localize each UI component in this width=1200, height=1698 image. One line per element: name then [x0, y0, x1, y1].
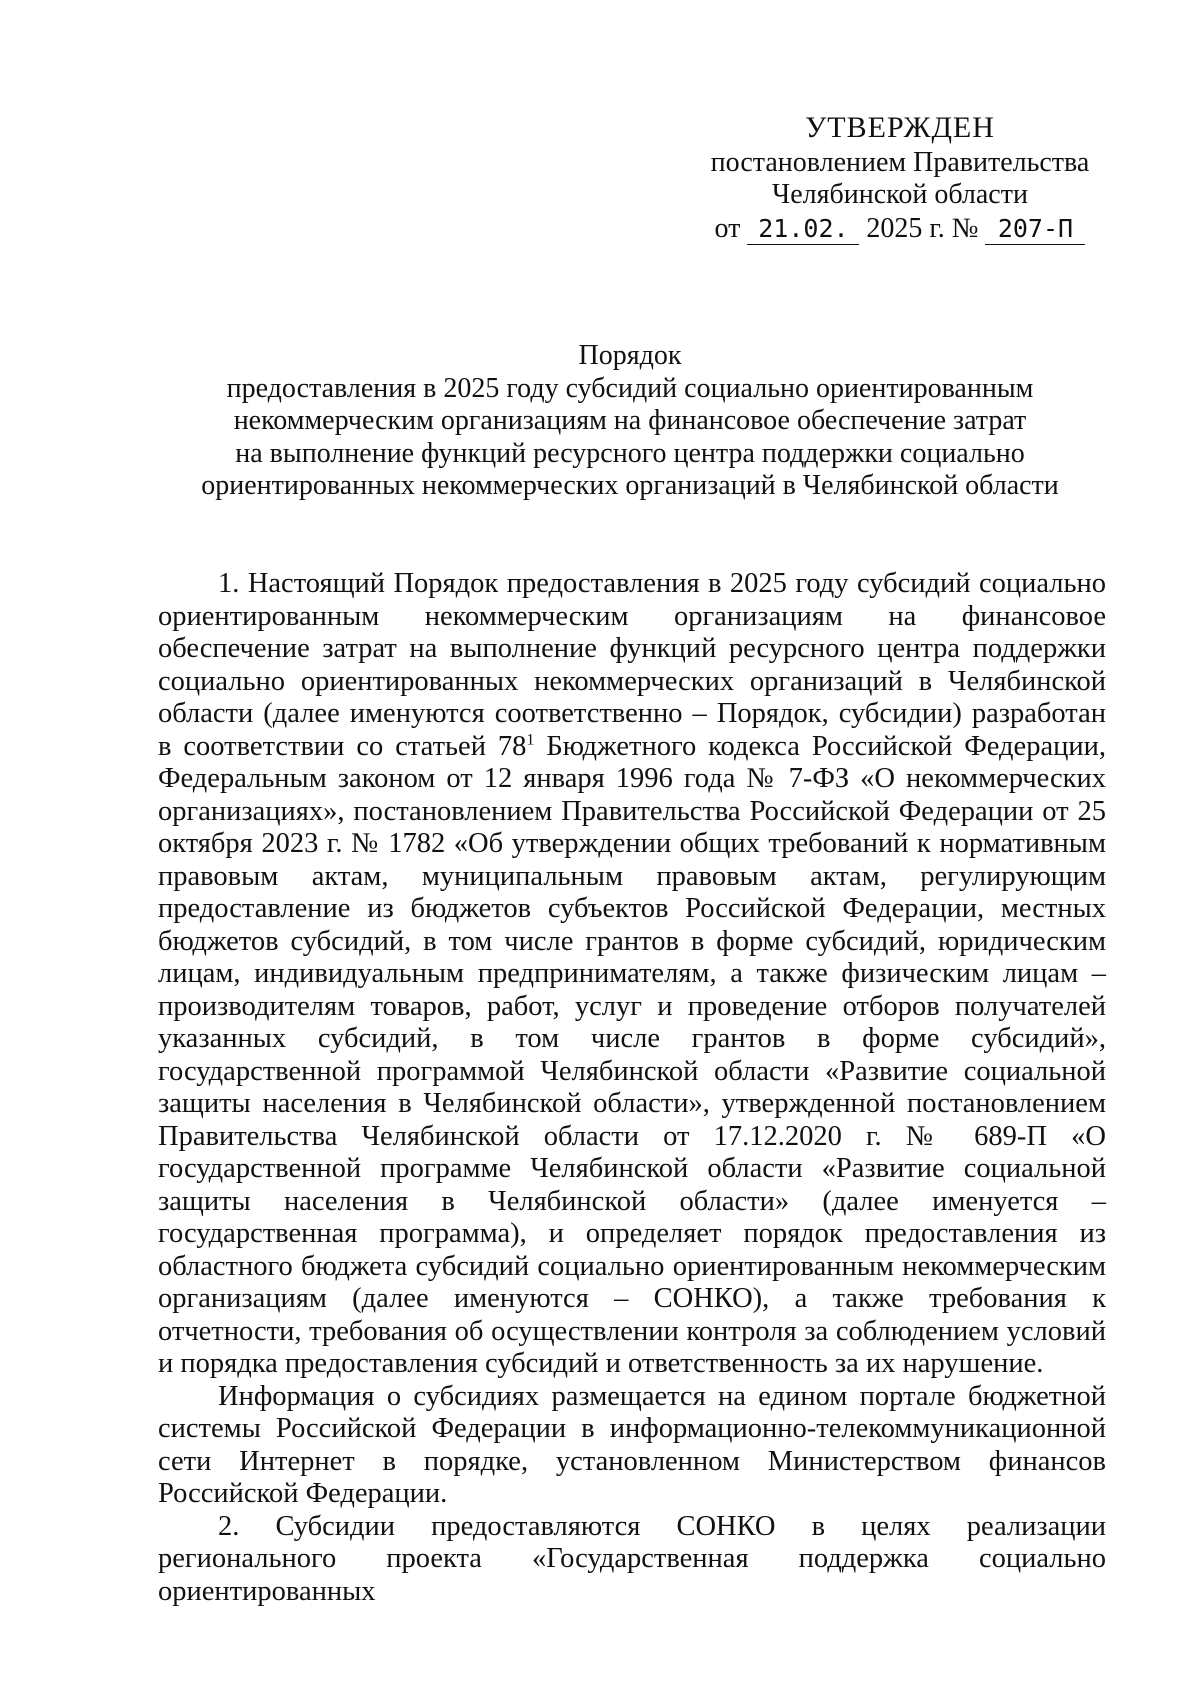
title-heading: Порядок [578, 340, 682, 371]
paragraph-3: 2. Субсидии предоставляются СОНКО в целях реализации регионального проекта «Государственная поддержка социально ориентированных [158, 1510, 1106, 1607]
paragraph-1 [158, 568, 1106, 1381]
approval-line-1: постановлением Правительства [710, 147, 1090, 178]
approval-line-2: Челябинской области [772, 179, 1028, 210]
title-line-4: ориентированных некоммерческих организаций в Челябинской области [201, 470, 1059, 501]
article-superscript: 1 [526, 731, 535, 748]
paragraph-2: Информация о субсидиях размещается на едином портале бюджетной системы Российской Федерации в информационно-телекоммуникационной сети Интернет в порядке, установленном Министерством финансов Российской Федерации. [158, 1380, 1106, 1509]
year-text: 2025 г. № [866, 213, 979, 244]
title-line-2: некоммерческим организациям на финансовое обеспечение затрат [233, 405, 1027, 436]
document-body [158, 568, 1106, 1608]
resolution-number: 207-П [985, 214, 1085, 245]
approval-title: УТВЕРЖДЕН [805, 111, 995, 144]
title-line-1: предоставления в 2025 году субсидий социально ориентированным [226, 372, 1034, 404]
approval-stamp [700, 112, 1100, 245]
date-value: 21.02. [747, 214, 859, 245]
paragraph-1-text-a: 1. Настоящий Порядок предоставления в 2025 году субсидий социально ориентированным некоммерческим организациям на финансовое обеспечение затрат на выполнение функций ресурсного центра поддержки социально ориентированных некоммерческих организаций в Челябинской области (далее именуются соответственно – Порядок, субсидии) разработан в соответствии со статьей 78 [158, 568, 1106, 762]
document-title [150, 340, 1110, 503]
approval-date-line [700, 213, 1100, 245]
paragraph-1-text-b: Бюджетного кодекса Российской Федерации, Федеральным законом от 12 января 1996 года № 7-ФЗ «О некоммерческих организациях», постановлением Правительства Российской Федерации от 25 октября 2023 г. № 1782 «Об утверждении общих требований к нормативным правовым актам, муниципальным правовым актам, регулирующим предоставление из бюджетов субъектов Российской Федерации, местных бюджетов субсидий, в том числе грантов в форме субсидий, юридическим лицам, индивидуальным предпринимателям, а также физическим лицам – производителям товаров, работ, услуг и проведение отборов получателей указанных субсидий, в том числе грантов в форме субсидий», государственной программой Челябинской области «Развитие социальной защиты населения в Челябинской области», утвержденной постановлением Правительства Челябинской области от 17.12.2020 г. № 689-П «О государственной программе Челябинской области «Развитие социальной защиты населения в Челябинской области» (далее именуется – государственная программа), и определяет порядок предоставления из областного бюджета субсидий социально ориентированным некоммерческим организациям (далее именуются – СОНКО), а также требования к отчетности, требования об осуществлении контроля за соблюдением условий и порядка предоставления субсидий и ответственность за их нарушение. [158, 730, 1106, 1379]
title-line-3: на выполнение функций ресурсного центра поддержки социально [235, 437, 1025, 469]
date-prefix: от [714, 213, 741, 244]
